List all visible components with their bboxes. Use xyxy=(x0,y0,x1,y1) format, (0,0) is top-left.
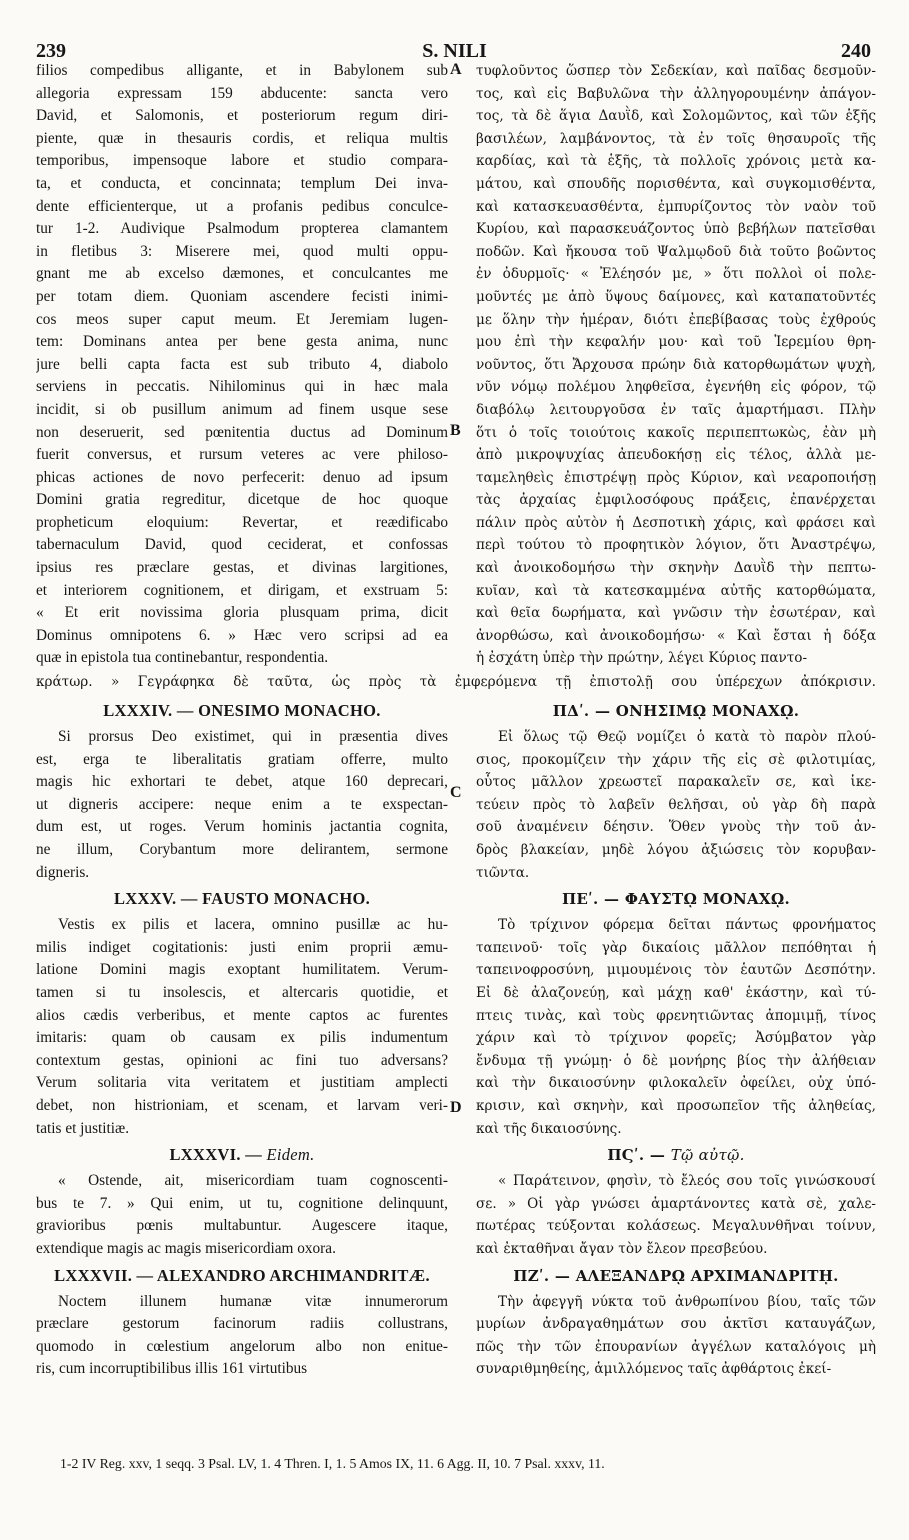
greek-text-line: καὶ κατασκευασθέντα, ἐμπυρίζοντος τὸν ναὸν τοῦ xyxy=(476,198,876,215)
latin-text-line: cos meos super caput meum. Et Jeremiam lugen- xyxy=(36,310,448,328)
greek-text-line: μου ἐπὶ τὴν κεφαλήν μου· καὶ τοῦ Ἱερεμίου θρη- xyxy=(476,334,876,351)
margin-letter-d: D xyxy=(450,1099,462,1116)
latin-text-line: non deseruerit, sed pœnitentia ductus ad Dominum xyxy=(36,423,448,441)
latin-text-line: Si prorsus Deo existimet, qui in præsentia dives xyxy=(58,728,448,746)
greek-text-line: καὶ τῆς δικαιοσύνης. xyxy=(476,1120,622,1137)
latin-text-line: extendique magis ac magis misericordiam oxora. xyxy=(36,1239,336,1257)
greek-text-line: Τὸ τρίχινον φόρεμα δεῖται πάντως φρονήματος xyxy=(498,917,876,934)
latin-text-line: « Ostende, ait, misericordiam tuam cognoscenti- xyxy=(58,1172,448,1190)
latin-text-line: est, erga te liberalitatis gratiam offerre, multo xyxy=(36,750,448,768)
greek-letter-title: ΠΖʹ. — ΑΛΕΞΑΝΔΡῼ ΑΡΧΙΜΑΝΔΡΙΤῌ. xyxy=(513,1266,839,1285)
latin-text-line: temporibus, impensoque labore et studio compara- xyxy=(36,152,448,170)
greek-column xyxy=(476,60,876,1450)
latin-text-line: Vestis ex pilis et lacera, omnino pusillæ ac hu- xyxy=(58,916,448,934)
greek-text-line: συναριθμηθείης, ἁμιλλόμενος ταῖς ἀφθάρτοις ἐκεί- xyxy=(476,1361,832,1378)
greek-text-line: διαβόλῳ λειτουργοῦσα ἐν ταῖς ἁμαρτήμασι. Πλὴν xyxy=(476,401,876,418)
greek-text-line: μοῦντές με ἀπὸ ὕψους δαίμονες, καὶ καταπατοῦντές xyxy=(476,288,876,305)
greek-text-line: με ὅλην τὴν ἡμέραν, διότι ἐπεβίβασας τοὺς ἐχθρούς xyxy=(476,311,876,328)
greek-text-line: ἀπὸ μικροψυχίας ἀπευδοκήσῃ εἰς τέλος, ἀλλὰ με- xyxy=(476,447,876,464)
running-title: S. NILI xyxy=(422,40,487,62)
latin-text-line: ipsius res præclare gestas, et divinas largitiones, xyxy=(36,559,448,577)
greek-text-line: περὶ τούτου τὸ προφητικὸν λόγιον, ὅτι Ἀναστρέψω, xyxy=(476,537,876,554)
latin-text-line: dum est, ut roges. Verum hominis jactantia cognita, xyxy=(36,818,448,836)
greek-text-line: σε. » Οἱ γὰρ γνώσει ἁμαρτάνοντες κατὰ σὲ, χαλε- xyxy=(476,1195,876,1212)
latin-text-line: « Et erit novissima gloria plusquam prima, dicit xyxy=(36,604,448,622)
latin-text-line: phicas actiones de novo perfecerit: denuo ad ipsum xyxy=(36,468,448,486)
greek-letter-title: ΠΔʹ. — ΟΝΗΣΙΜῼ ΜΟΝΑΧῼ. xyxy=(552,702,800,721)
greek-text-line: τος, τὰ δὲ ἅγια Δαυῒδ, καὶ Σολομῶντος, καὶ τῶν ἑξῆς xyxy=(476,108,876,125)
greek-text-line: τὰς ἀρχαίας ἐμφιλοσόφους πράξεις, ἐπανέρχεται xyxy=(476,492,876,509)
greek-text-line: ἐν ὀδυρμοῖς· « Ἐλέησόν με, » ὅτι πολλοὶ οἱ πολε- xyxy=(476,266,876,283)
margin-letter-a: A xyxy=(450,61,462,78)
latin-text-line: præclare gestorum facinorum radiis collustrans, xyxy=(36,1315,448,1333)
greek-text-line: καρδίας, καὶ τὰ ἑξῆς, τὰ πολλοῖς χρόνοις μετὰ κα- xyxy=(476,153,876,170)
greek-text-line: μάτου, καὶ σπουδῆς πορισθέντα, καὶ συγκομισθέντα, xyxy=(476,175,876,192)
latin-text-line: fuerit conversus, et rursum veteres ac vere philoso- xyxy=(36,446,448,464)
latin-text-line: filios compedibus alligante, et in Babylonem sub xyxy=(36,62,448,79)
latin-text-line: tamen si tu insolescis, et altercaris quotidie, et xyxy=(36,983,448,1001)
latin-text-line: digneris. xyxy=(36,863,90,881)
greek-letter-title: ΠΕʹ. — ΦΑΥΣΤῼ ΜΟΝΑΧῼ. xyxy=(561,890,791,909)
greek-text-line: Κυρίου, καὶ παρασκευάζοντος ὑπὸ βεβήλων πατεῖσθαι xyxy=(476,221,876,238)
greek-text-line: καὶ ἐκταθῆναι ἄγαν τὸν ἔλεον πρεσβεύου. xyxy=(476,1240,768,1257)
greek-text-line: τεύειν πρὸς τὸ λαβεῖν θελῆσαι, οὐ γὰρ δὴ παρὰ xyxy=(476,796,876,813)
latin-text-line: serviens in peccatis. Nihilominus qui in hæc mala xyxy=(36,378,448,396)
greek-text-line: Εἰ δὲ ἀλαζονεύῃ, καὶ μάχῃ καθ' ἑκάστην, καὶ τύ- xyxy=(476,984,876,1001)
latin-text-line: debet, non histrioniam, et scenam, et larvam veri- xyxy=(36,1096,448,1114)
right-page-number: 240 xyxy=(841,40,871,62)
greek-text-line: σιος, προκομίζειν τὴν χάριν τῆς εἰς σὲ φιλοτιμίας, xyxy=(476,751,876,768)
latin-text-line: David, et Salomonis, et posteriorum regum diri- xyxy=(36,107,448,125)
greek-text-line: βασιλέων, λαμβάνοντος, τὰ ἐν τοῖς θησαυροῖς τῆς xyxy=(476,130,876,147)
latin-text-line: dente efficienterque, ut a profanis pedibus conculce- xyxy=(36,197,448,215)
greek-text-line: καὶ θεῖα δωρήματα, καὶ γνῶσιν τὴν ἐσωτέραν, καὶ xyxy=(476,605,876,622)
greek-text-line: τιῶντα. xyxy=(476,864,530,881)
greek-text-line: ταπεινοῦ· τοῖς γὰρ δικαίοις μᾶλλον πεπόθηται ἡ xyxy=(476,939,876,956)
latin-text-line: tur 1-2. Audivique Psalmodum propterea clamantem xyxy=(36,220,448,238)
greek-text-line: μυρίων ἀνδραγαθημάτων σου ἀκτῖσι καταυγάζων, xyxy=(476,1316,876,1333)
latin-text-line: ut digneris accipere: neque enim a te exspectan- xyxy=(36,795,448,813)
latin-text-line: quomodo in cœlestium angelorum albo non enitue- xyxy=(36,1337,448,1355)
latin-text-line: latione Domini magis exoptant humilitatem. Verum- xyxy=(36,961,448,979)
latin-text-line: ris, cum incorruptibilibus illis 161 virtutibus xyxy=(36,1360,308,1378)
latin-text-line: tabernaculum David, quod ceciderat, et confossas xyxy=(36,536,448,554)
latin-text-line: imitaris: quam ob causam ex pilis indumentum xyxy=(36,1029,448,1047)
latin-letter-title: LXXXVI. — Eidem. xyxy=(169,1145,315,1165)
latin-text-line: ne illum, Corybantum more delirantem, sermone xyxy=(36,841,448,858)
greek-letter-title: ΠϚʹ. — Τῷ αὐτῷ. xyxy=(607,1146,745,1165)
greek-text-line: καὶ τὴν δικαιοσύνην φιλοκαλεῖν ὀφείλει, οὐχ ὑπό- xyxy=(476,1075,876,1092)
margin-letter-b: B xyxy=(450,422,461,439)
latin-text-line: Dominus omnipotens 6. » Hæc vero scripsi ad ea xyxy=(36,626,448,644)
greek-text-line: τος, καὶ εἰς Βαβυλῶνα τὴν ἀλληγορουμένην ἀπάγον- xyxy=(476,85,876,102)
latin-column xyxy=(36,60,448,1450)
greek-text-line: κυῖαν, καὶ τὰ κατεσκαμμένα αὐτῆς κατορθώματα, xyxy=(476,582,876,599)
latin-text-line: Domini gratia regreditur, dicetque de hoc quoque xyxy=(36,491,448,509)
greek-text-line: ταπεινοφροσύνη, μιμουμένοις τὸν ἑαυτῶν Δεσπότην. xyxy=(476,962,876,979)
latin-text-line: alios cædis verberibus, et mente captos ac furentes xyxy=(36,1006,448,1024)
greek-text-line: νῦν νόμῳ πολέμου ληφθεῖσα, ἐγενήθη εἰς φόρον, τῷ xyxy=(476,379,876,396)
latin-letter-title: LXXXV. — FAUSTO MONACHO. xyxy=(113,889,371,909)
latin-text-line: bus te 7. » Qui enim, ut tu, cognitione delinquunt, xyxy=(36,1194,448,1212)
greek-text-line: ταμεληθεὶς ἐπιστρέψῃ πρὸς Κύριον, καὶ νεαροποιήσῃ xyxy=(476,469,876,486)
greek-text-line: ὅτι ὁ τοῖς τοιούτοις κακοῖς περιπεπτωκὼς, ἐὰν μὴ xyxy=(476,424,876,441)
latin-letter-title: LXXXIV. — ONESIMO MONACHO. xyxy=(103,701,381,721)
greek-text-line: σοῦ ἀναμένειν δέησιν. Ὅθεν γνοὺς τὴν τοῦ ἀν- xyxy=(476,819,876,836)
margin-letter-c: C xyxy=(450,784,462,801)
greek-text-line: ἀνορθώσω, καὶ ἀνοικοδομήσω· « Καὶ ἔσται ἡ δόξα xyxy=(476,627,876,644)
greek-text-line: Εἰ ὅλως τῷ Θεῷ νομίζει ὁ κατὰ τὸ παρὸν πλού- xyxy=(498,729,876,746)
greek-text-line: δρὸς βλακείαν, μηδὲ λόγου ἀξιώσεις τὸν κορυβαν- xyxy=(476,842,876,858)
latin-text-line: ta, et conducta, et concinnata; templum Dei inva- xyxy=(36,174,448,192)
left-page-number: 239 xyxy=(36,40,66,62)
greek-text-line: χάριν καὶ τὸ τρίχινον φορεῖς; Ἀσύμβατον γὰρ xyxy=(476,1030,876,1047)
greek-text-line: καὶ ἀνοικοδομήσω τὴν σκηνὴν Δαυῒδ τὴν πεπτω- xyxy=(476,560,876,577)
footnotes: 1-2 IV Reg. xxv, 1 seqq. 3 Psal. LV, 1. 4 Thren. I, 1. 5 Amos IX, 11. 6 Agg. II, 10. 7 Psal. xxxv, 11. xyxy=(60,1456,605,1471)
greek-text-line: πάλιν πρὸς αὐτὸν ἡ Δεσποτικὴ χάρις, καὶ φράσει καὶ xyxy=(476,514,876,531)
latin-text-line: Verum solitaria vita veritatem et justitiam amplecti xyxy=(36,1074,448,1092)
latin-text-line: Noctem illunem humanæ vitæ innumerorum xyxy=(58,1292,448,1310)
latin-text-line: tatis et justitiæ. xyxy=(36,1119,130,1137)
greek-text-line: « Παράτεινον, φησὶν, τὸ ἔλεός σου τοῖς γινώσκουσί xyxy=(498,1173,876,1190)
greek-text-line: τυφλοῦντος ὥσπερ τὸν Σεδεκίαν, καὶ παῖδας δεσμοῦν- xyxy=(476,63,876,79)
greek-text-line: πτεις τινὰς, καὶ τοὺς φρενητιῶντας ἀπομιμῇ, τίνος xyxy=(476,1007,876,1024)
greek-text-line: πῶς τὴν τῶν ἐπουρανίων ἀγγέλων καταλόγοις μὴ xyxy=(476,1338,876,1355)
latin-text-line: piente, quæ in thesauris cordis, et reliqua multis xyxy=(36,129,448,147)
greek-text-line: Τὴν ἀφεγγῆ νύκτα τοῦ ἀνθρωπίνου βίου, ταῖς τῶν xyxy=(498,1293,876,1310)
greek-text-line: οὗτος μᾶλλον χρεωστεῖ παρακαλεῖν σε, καὶ ἱκε- xyxy=(476,774,876,791)
latin-text-line: allegoria expressam 159 abducente: sancta vero xyxy=(36,84,448,102)
latin-text-line: contextum gestas, opinioni ac fini tuo adversans? xyxy=(36,1051,448,1069)
greek-text-line: ποδῶν. Καὶ ἤκουσα τοῦ Ψαλμῳδοῦ διὰ τοῦτο βοῶντος xyxy=(476,243,876,260)
latin-text-line: et interiorem cognitionem, et dirigam, et exstruam 5: xyxy=(36,581,448,599)
latin-text-line: magis hic exhortari te debet, atque 160 deprecari, xyxy=(36,773,448,791)
latin-text-line: gravioribus pœnis multabuntur. Augescere itaque, xyxy=(36,1217,448,1235)
latin-letter-title: LXXXVII. — ALEXANDRO ARCHIMANDRITÆ. xyxy=(54,1265,430,1285)
greek-text-line: ἡ ἐσχάτη ὑπὲρ τὴν πρώτην, λέγει Κύριος παντο- xyxy=(476,650,808,667)
greek-text-line: ἔνδυμα τῇ γνώμῃ· ὁ δὲ μονήρης βίος τὴν ἀλήθειαν xyxy=(476,1052,876,1069)
latin-text-line: jure belli capta facta est sub tributo 4, diabolo xyxy=(36,355,448,373)
latin-text-line: incidit, si ob pusillum animum ad finem usque sese xyxy=(36,400,448,418)
latin-text-line: tem: Dominans antea per bene gesta anima, nunc xyxy=(36,333,448,351)
greek-text-line: πωτέρας τεύξονται κολάσεως. Μεγαλυνθῆναι τοίνυν, xyxy=(476,1218,876,1235)
greek-text-line: κρισιν, καὶ σκηνὴν, καὶ προσωπεῖον τῆς ἀληθείας, xyxy=(476,1097,876,1114)
latin-text-line: per totam diem. Quoniam ascendere fecisti inimi- xyxy=(36,287,448,305)
latin-text-line: quæ in epistola tua continebantur, respondentia. xyxy=(36,649,329,667)
greek-text-line: νοῦντος, ὅτι Ἄρχουσα πρώην διὰ κατορθωμάτων ψυχὴ, xyxy=(476,356,876,373)
greek-continuation-line: κράτωρ. » Γεγράφηκα δὲ ταῦτα, ὡς πρὸς τὰ ἐμφερόμενα τῇ ἐπιστολῇ σου ὑπέρεχων ἀπόκρισιν. xyxy=(36,674,876,690)
latin-text-line: in fletibus 3: Miserere mei, quod multi oppu- xyxy=(36,242,448,260)
latin-text-line: propheticum eloquium: Revertar, et reædificabo xyxy=(36,513,448,531)
latin-text-line: gnant me ab excelso dæmones, et conculcantes me xyxy=(36,265,448,283)
latin-text-line: milis indiget cogitationis: justi enim proprii æmu- xyxy=(36,938,448,956)
